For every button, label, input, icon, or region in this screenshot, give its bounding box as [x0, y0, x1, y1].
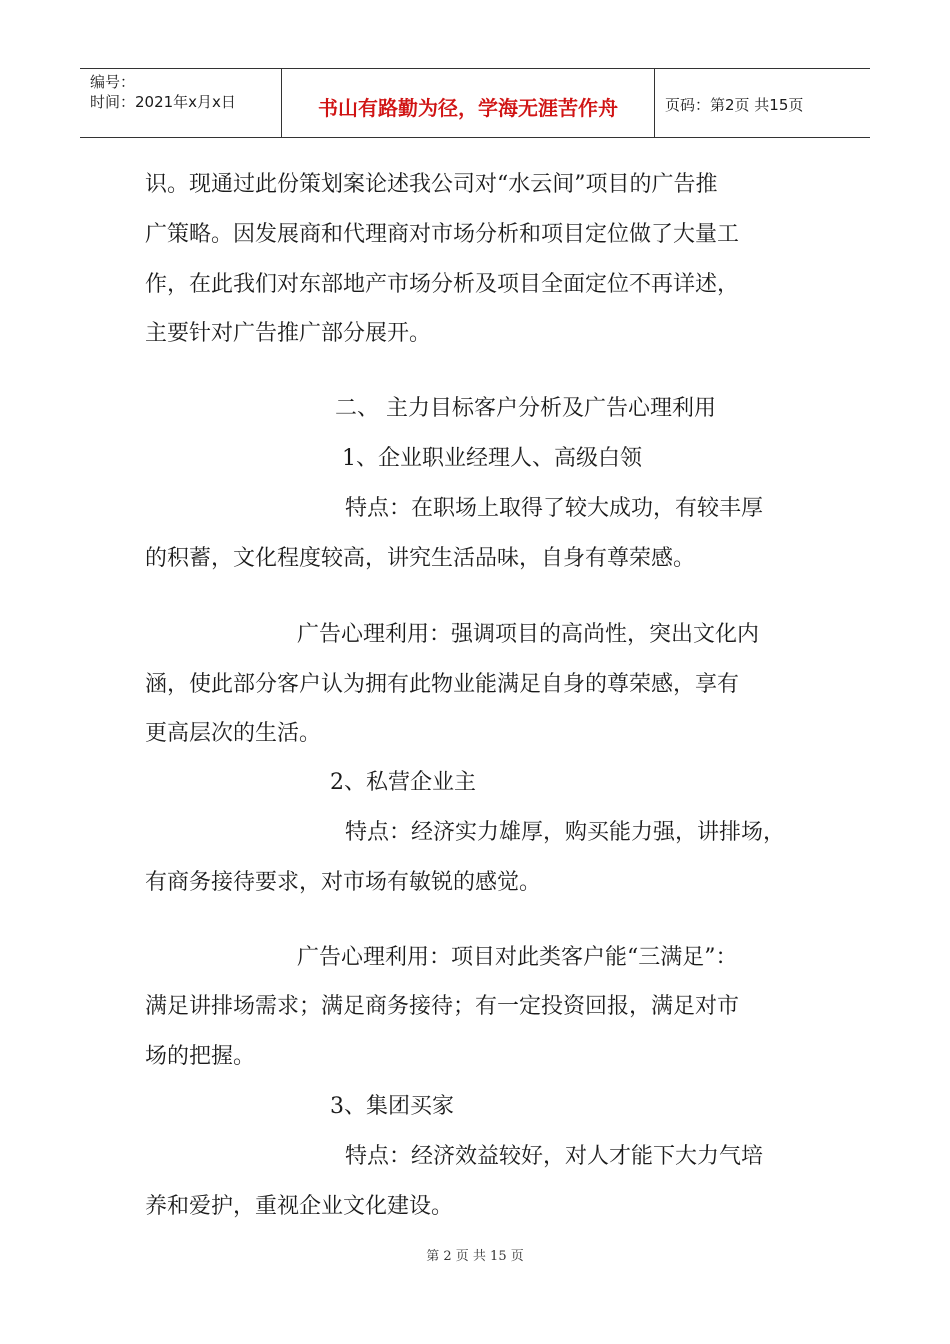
document-code-label: 编号：: [90, 73, 136, 91]
body-line: 的积蓄，文化程度较高，讲究生活品味，自身有尊荣感。: [145, 546, 696, 571]
body-line: 更高层次的生活。: [145, 721, 322, 746]
body-line: 特点：在职场上取得了较大成功，有较丰厚: [345, 496, 764, 521]
body-line: 特点：经济效益较好，对人才能下大力气培: [345, 1144, 764, 1169]
body-line: 广告心理利用：项目对此类客户能“三满足”：: [297, 945, 738, 970]
document-time: 时间：2021年x月x日: [90, 93, 236, 111]
header-motto-cell: [282, 69, 655, 137]
header-info-cell: [80, 69, 282, 137]
page-header: [80, 68, 870, 138]
subsection-heading: 3、集团买家: [330, 1094, 454, 1119]
body-line: 识。现通过此份策划案论述我公司对“水云间”项目的广告推: [145, 172, 718, 197]
body-line: 广策略。因发展商和代理商对市场分析和项目定位做了大量工: [145, 222, 740, 247]
body-line: 涵，使此部分客户认为拥有此物业能满足自身的尊荣感，享有: [145, 672, 740, 697]
header-page-number: 页码：第2页 共15页: [665, 96, 804, 114]
body-line: 满足讲排场需求；满足商务接待；有一定投资回报，满足对市: [145, 994, 740, 1019]
body-line: 广告心理利用：强调项目的高尚性，突出文化内: [297, 622, 760, 647]
subsection-heading: 1、企业职业经理人、高级白领: [342, 446, 642, 471]
body-line: 特点：经济实力雄厚，购买能力强，讲排场，: [345, 820, 786, 845]
section-heading: 二、 主力目标客户分析及广告心理利用: [335, 396, 716, 421]
header-page-cell: [655, 69, 870, 137]
body-line: 有商务接待要求，对市场有敏锐的感觉。: [145, 870, 542, 895]
subsection-heading: 2、私营企业主: [330, 770, 476, 795]
body-line: 场的把握。: [145, 1044, 256, 1069]
body-line: 养和爱护，重视企业文化建设。: [145, 1194, 454, 1219]
header-motto: 书山有路勤为径，学海无涯苦作舟: [318, 96, 618, 120]
body-line: 主要针对广告推广部分展开。: [145, 321, 432, 346]
page-footer: 第 2 页 共 15 页: [426, 1249, 524, 1264]
body-line: 作，在此我们对东部地产市场分析及项目全面定位不再详述，: [145, 272, 740, 297]
